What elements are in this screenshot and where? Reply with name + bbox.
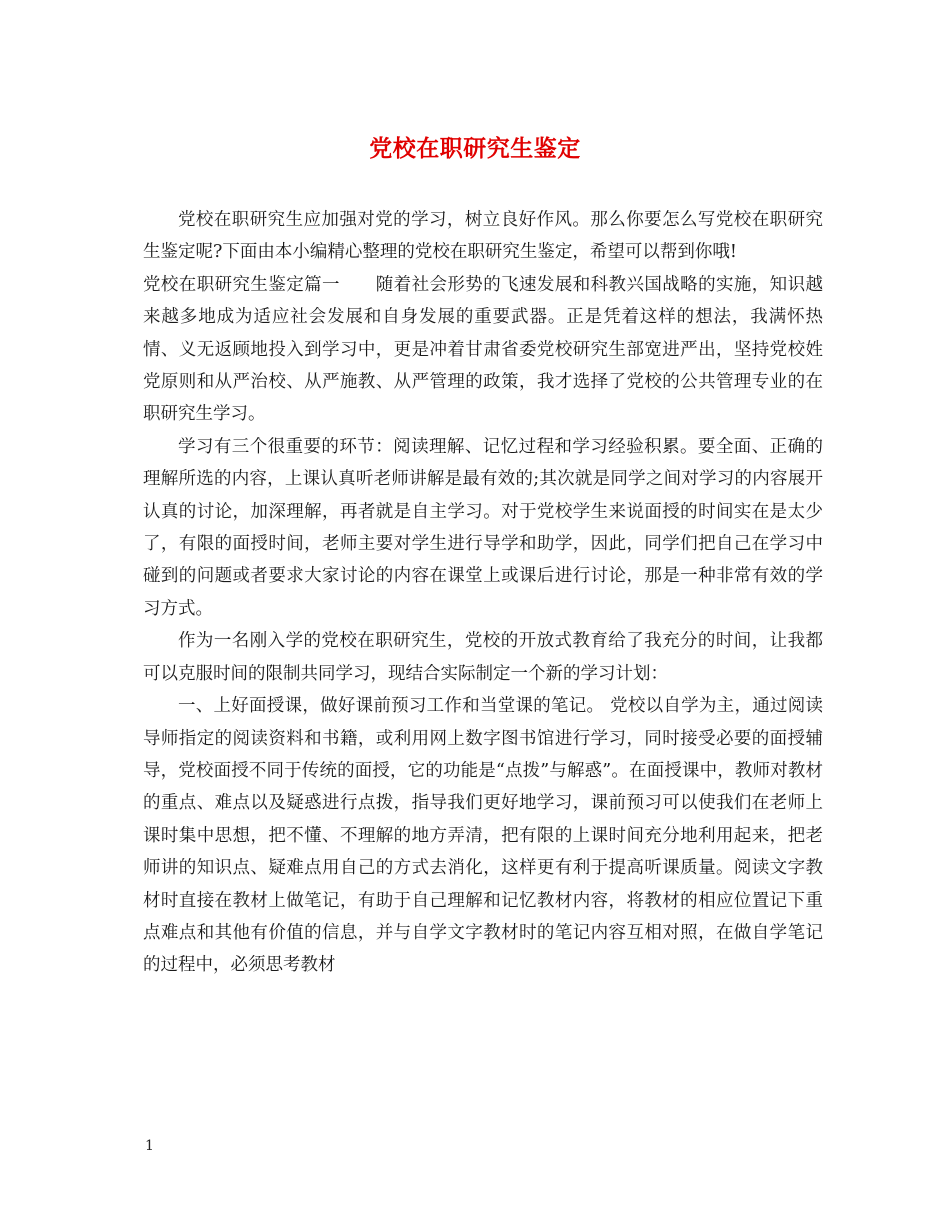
paragraph-intro: 党校在职研究生应加强对党的学习，树立良好作风。那么你要怎么写党校在职研究生鉴定呢?下面由本小编精心整理的党校在职研究生鉴定，希望可以帮到你哦! xyxy=(143,210,823,263)
paragraph-plan-item-one: 一、上好面授课，做好课前预习工作和当堂课的笔记。 党校以自学为主，通过阅读导师指定的阅读资料和书籍，或利用网上数字图书馆进行学习，同时接受必要的面授辅导，党校面授不同于传统的面授，它的功能是“点拨”与解惑”。在面授课中，教师对教材的重点、难点以及疑惑进行点拨，指导我们更好地学习，课前预习可以使我们在老师上课时集中思想，把不懂、不理解的地方弄清，把有限的上课时间充分地利用起来，把老师讲的知识点、疑难点用自己的方式去消化，这样更有利于提高听课质量。阅读文字教材时直接在教材上做笔记，有助于自己理解和记忆教材内容，将教材的相应位置记下重点难点和其他有价值的信息，并与自学文字教材时的笔记内容互相对照，在做自学笔记的过程中，必须思考教材 xyxy=(143,696,823,976)
document-body xyxy=(143,204,823,982)
document-title: 党校在职研究生鉴定 xyxy=(369,135,581,162)
paragraph-study-steps: 学习有三个很重要的环节：阅读理解、记忆过程和学习经验积累。要全面、正确的理解所选的内容，上课认真听老师讲解是最有效的;其次就是同学之间对学习的内容展开认真的讨论，加深理解，再者就是自主学习。对于党校学生来说面授的时间实在是太少了，有限的面授时间，老师主要对学生进行导学和助学，因此，同学们把自己在学习中碰到的问题或者要求大家讨论的内容在课堂上或课后进行讨论，那是一种非常有效的学习方式。 xyxy=(143,436,823,619)
paragraph-study-plan: 作为一名刚入学的党校在职研究生，党校的开放式教育给了我充分的时间，让我都可以克服时间的限制共同学习，现结合实际制定一个新的学习计划： xyxy=(143,631,823,684)
page-number: 1 xyxy=(145,1138,154,1154)
paragraph-section-one: 党校在职研究生鉴定篇一 随着社会形势的飞速发展和科教兴国战略的实施，知识越来越多地成为适应社会发展和自身发展的重要武器。正是凭着这样的想法，我满怀热情、义无返顾地投入到学习中，更是冲着甘肃省委党校研究生部宽进严出，坚持党校姓党原则和从严治校、从严施教、从严管理的政策，我才选择了党校的公共管理专业的在职研究生学习。 xyxy=(143,274,823,425)
